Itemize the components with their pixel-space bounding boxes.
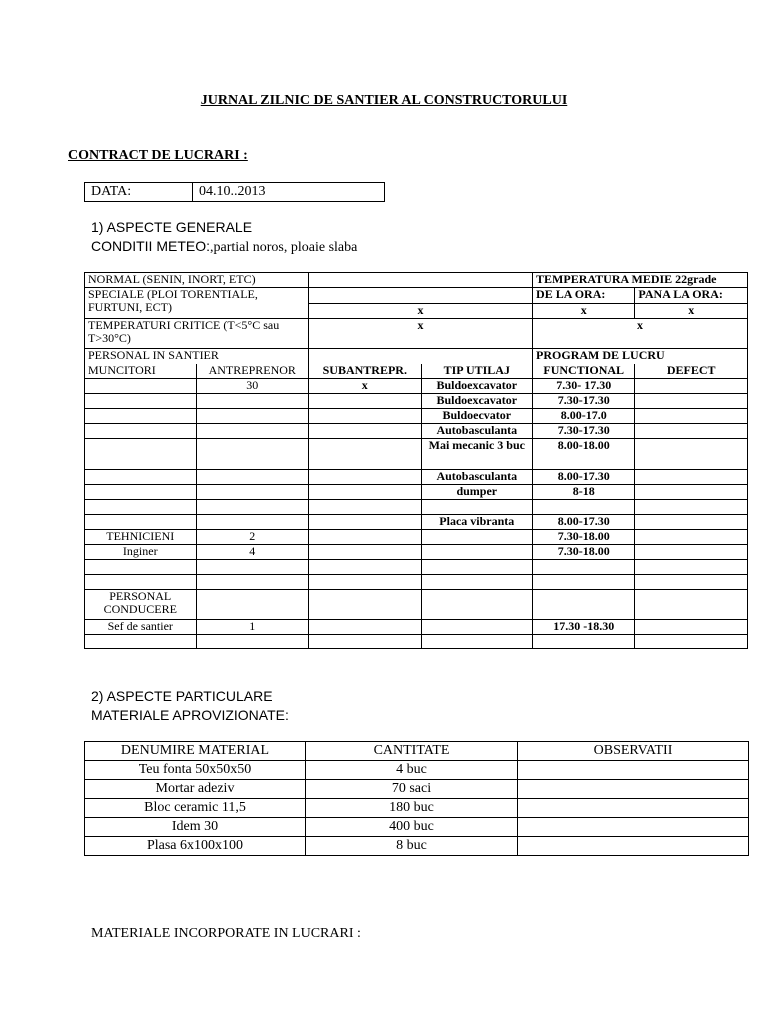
subantrepr-cell [309,635,422,649]
special-weather-empty [309,288,533,304]
utilaj-cell [421,545,533,560]
special-weather-label: SPECIALE (PLOI TORENTIALE, FURTUNI, ECT) [85,288,309,319]
utilaj-cell [421,500,533,515]
material-row [85,837,749,856]
subantrepr-cell [309,500,422,515]
antreprenor-cell [196,424,309,439]
functional-cell: 8.00-17.30 [533,470,635,485]
material-qty-cell: 400 buc [306,818,518,837]
date-label: DATA: [85,183,193,202]
muncitori-cell [85,560,197,575]
table-row [85,545,748,560]
subantrepr-cell: x [309,379,422,394]
functional-cell: 7.30-18.00 [533,545,635,560]
from-hour-label: DE LA ORA: [533,288,635,304]
material-row [85,818,749,837]
table-row [85,439,748,470]
subantrepr-cell [309,485,422,500]
functional-cell [533,635,635,649]
special-weather-mark: x [309,304,533,319]
muncitori-cell: PERSONAL CONDUCERE [85,590,197,620]
functional-cell: 7.30- 17.30 [533,379,635,394]
subantrepr-cell [309,620,422,635]
subantrepr-cell [309,560,422,575]
section1-heading: 1) ASPECTE GENERALE [91,219,253,235]
header-cantitate: CANTITATE [306,742,518,761]
utilaj-cell: Autobasculanta [421,424,533,439]
personal-label: PERSONAL IN SANTIER [85,349,309,364]
utilaj-cell [421,530,533,545]
muncitori-cell [85,500,197,515]
table-row [85,394,748,409]
material-obs-cell [518,780,749,799]
antreprenor-cell [196,590,309,620]
muncitori-cell [85,409,197,424]
antreprenor-cell [196,439,309,470]
subantrepr-cell [309,515,422,530]
antreprenor-cell [196,409,309,424]
antreprenor-cell [196,635,309,649]
defect-cell [635,575,748,590]
subantrepr-cell [309,575,422,590]
material-name-cell: Mortar adeziv [85,780,306,799]
table-row [85,500,748,515]
material-obs-cell [518,837,749,856]
utilaj-cell: Buldoexcavator [421,394,533,409]
subantrepr-cell [309,409,422,424]
date-value: 04.10..2013 [193,183,385,202]
from-hour-mark: x [533,304,635,319]
table-row [85,575,748,590]
critical-temp-label: TEMPERATURI CRITICE (T<5°C sau T>30°C) [85,319,309,349]
functional-cell: 8-18 [533,485,635,500]
defect-cell [635,470,748,485]
muncitori-cell [85,379,197,394]
material-row [85,780,749,799]
defect-cell [635,560,748,575]
functional-cell [533,590,635,620]
personal-empty [309,349,533,364]
defect-cell [635,635,748,649]
critical-hour-mark: x [533,319,748,349]
defect-cell [635,439,748,470]
table-row [85,635,748,649]
header-functional: FUNCTIONAL [533,364,635,379]
muncitori-cell: TEHNICIENI [85,530,197,545]
antreprenor-cell [196,560,309,575]
utilaj-cell: Buldoecvator [421,409,533,424]
muncitori-cell: Inginer [85,545,197,560]
table-row [85,485,748,500]
muncitori-cell [85,394,197,409]
subantrepr-cell [309,470,422,485]
subantrepr-cell [309,530,422,545]
material-qty-cell: 180 buc [306,799,518,818]
utilaj-cell: Placa vibranta [421,515,533,530]
normal-weather-value [309,273,533,288]
muncitori-cell [85,424,197,439]
weather-line [91,238,357,256]
utilaj-cell: Autobasculanta [421,470,533,485]
functional-cell: 8.00-17.0 [533,409,635,424]
weather-label: CONDITII METEO: [91,238,210,254]
utilaj-cell [421,620,533,635]
utilaj-cell [421,575,533,590]
muncitori-cell [85,485,197,500]
antreprenor-cell: 30 [196,379,309,394]
antreprenor-cell [196,485,309,500]
subantrepr-cell [309,394,422,409]
table-row [85,379,748,394]
material-qty-cell: 70 saci [306,780,518,799]
functional-cell: 8.00-17.30 [533,515,635,530]
antreprenor-cell [196,500,309,515]
materials-table [84,741,749,856]
section2-heading: 2) ASPECTE PARTICULARE [91,688,273,704]
table-row [85,515,748,530]
defect-cell [635,590,748,620]
defect-cell [635,500,748,515]
defect-cell [635,424,748,439]
material-name-cell: Teu fonta 50x50x50 [85,761,306,780]
antreprenor-cell: 4 [196,545,309,560]
subantrepr-cell [309,424,422,439]
utilaj-cell: Buldoexcavator [421,379,533,394]
functional-cell: 7.30-17.30 [533,394,635,409]
utilaj-cell: dumper [421,485,533,500]
material-name-cell: Plasa 6x100x100 [85,837,306,856]
subantrepr-cell [309,439,422,470]
header-muncitori: MUNCITORI [85,364,197,379]
table-row [85,560,748,575]
defect-cell [635,379,748,394]
antreprenor-cell [196,470,309,485]
utilaj-cell [421,635,533,649]
antreprenor-cell: 2 [196,530,309,545]
material-qty-cell: 4 buc [306,761,518,780]
incorporated-label: MATERIALE INCORPORATE IN LUCRARI : [91,926,361,941]
antreprenor-cell [196,515,309,530]
functional-cell: 7.30-17.30 [533,424,635,439]
material-name-cell: Bloc ceramic 11,5 [85,799,306,818]
material-obs-cell [518,818,749,837]
header-antreprenor: ANTREPRENOR [196,364,309,379]
material-obs-cell [518,799,749,818]
table-row [85,409,748,424]
defect-cell [635,485,748,500]
muncitori-cell [85,575,197,590]
material-row [85,799,749,818]
functional-cell [533,500,635,515]
functional-cell: 17.30 -18.30 [533,620,635,635]
defect-cell [635,515,748,530]
muncitori-cell [85,635,197,649]
table-row [85,590,748,620]
header-tip-utilaj: TIP UTILAJ [421,364,533,379]
temperature-average: TEMPERATURA MEDIE 22grade [533,273,748,288]
antreprenor-cell [196,575,309,590]
header-denumire: DENUMIRE MATERIAL [85,742,306,761]
material-qty-cell: 8 buc [306,837,518,856]
page-title: JURNAL ZILNIC DE SANTIER AL CONSTRUCTORULUI [200,93,568,108]
functional-cell [533,560,635,575]
contract-label: CONTRACT DE LUCRARI : [68,148,248,163]
table-row [85,424,748,439]
utilaj-cell: Mai mecanic 3 buc [421,439,533,470]
subantrepr-cell [309,590,422,620]
header-defect: DEFECT [635,364,748,379]
subantrepr-cell [309,545,422,560]
functional-cell: 8.00-18.00 [533,439,635,470]
weather-value: ,partial noros, ploaie slaba [210,240,358,255]
material-row [85,761,749,780]
material-name-cell: Idem 30 [85,818,306,837]
program-label: PROGRAM DE LUCRU [533,349,748,364]
functional-cell [533,575,635,590]
defect-cell [635,530,748,545]
antreprenor-cell: 1 [196,620,309,635]
critical-temp-mark: x [309,319,533,349]
header-subantrepr: SUBANTREPR. [309,364,422,379]
materials-label: MATERIALE APROVIZIONATE: [91,707,289,723]
defect-cell [635,545,748,560]
muncitori-cell [85,515,197,530]
muncitori-cell [85,439,197,470]
table-row [85,470,748,485]
date-table [84,182,385,202]
defect-cell [635,409,748,424]
normal-weather-label: NORMAL (SENIN, INORT, ETC) [85,273,309,288]
functional-cell: 7.30-18.00 [533,530,635,545]
muncitori-cell: Sef de santier [85,620,197,635]
defect-cell [635,394,748,409]
header-observatii: OBSERVATII [518,742,749,761]
utilaj-cell [421,560,533,575]
defect-cell [635,620,748,635]
antreprenor-cell [196,394,309,409]
until-hour-mark: x [635,304,748,319]
table-row [85,530,748,545]
until-hour-label: PANA LA ORA: [635,288,748,304]
material-obs-cell [518,761,749,780]
worksite-table [84,272,748,649]
utilaj-cell [421,590,533,620]
table-row [85,620,748,635]
muncitori-cell [85,470,197,485]
